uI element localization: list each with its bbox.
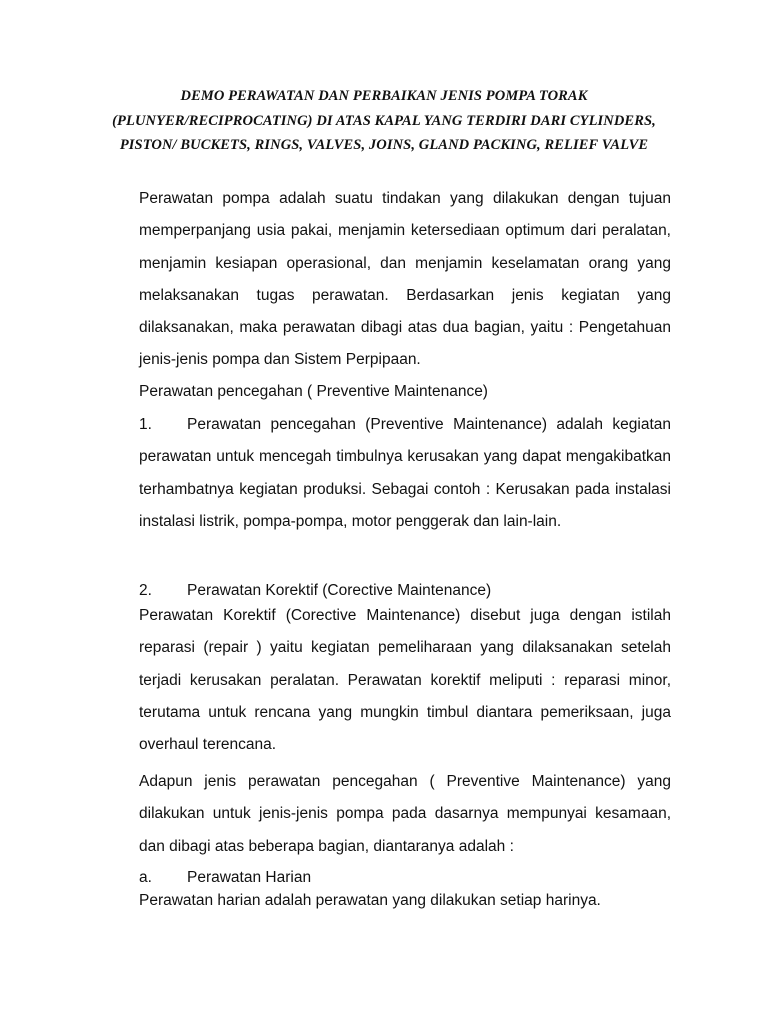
lettered-item-a bbox=[139, 869, 671, 887]
item-number: 1. bbox=[139, 416, 152, 433]
corrective-paragraph: Perawatan Korektif (Corective Maintenance) disebut juga dengan istilah reparasi (repair ) yaitu kegiatan pemeliharaan yang dilaksanakan setelah terjadi kerusakan peralatan. Perawatan korektif meliputi : reparasi minor, terutama untuk rencana yang mungkin timbul diantara pemeriksaan, juga overhaul terencana. bbox=[139, 607, 671, 754]
title-line: (PLUNYER/RECIPROCATING) DI ATAS KAPAL YANG TERDIRI DARI CYLINDERS, bbox=[112, 112, 656, 129]
preventive-heading: Perawatan pencegahan ( Preventive Maintenance) bbox=[139, 383, 488, 400]
numbered-item-1 bbox=[139, 409, 671, 538]
item-letter: a. bbox=[139, 869, 152, 886]
types-paragraph: Adapun jenis perawatan pencegahan ( Preventive Maintenance) yang dilakukan untuk jenis-jenis pompa pada dasarnya mempunyai kesamaan, dan dibagi atas beberapa bagian, diantaranya adalah : bbox=[139, 773, 671, 855]
title-line: DEMO PERAWATAN DAN PERBAIKAN JENIS POMPA TORAK bbox=[180, 88, 588, 104]
item-text: Perawatan pencegahan (Preventive Maintenance) adalah kegiatan perawatan untuk mencegah timbulnya kerusakan yang dapat mengakibatkan terhambatnya kegiatan produksi. Sebagai contoh : Kerusakan pada instalasi instalasi listrik, pompa-pompa, motor penggerak dan lain-lain. bbox=[139, 416, 671, 530]
item-number: 2. bbox=[139, 582, 152, 599]
daily-paragraph: Perawatan harian adalah perawatan yang dilakukan setiap harinya. bbox=[139, 892, 601, 909]
intro-paragraph: Perawatan pompa adalah suatu tindakan yang dilakukan dengan tujuan memperpanjang usia pakai, menjamin ketersediaan optimum dari peralatan, menjamin kesiapan operasional, dan menjamin keselamatan orang yang melaksanakan tugas perawatan. Berdasarkan jenis kegiatan yang dilaksanakan, maka perawatan dibagi atas dua bagian, yaitu : Pengetahuan jenis-jenis pompa dan Sistem Perpipaan. bbox=[139, 190, 671, 369]
numbered-item-2 bbox=[139, 582, 671, 600]
title-line: PISTON/ BUCKETS, RINGS, VALVES, JOINS, GLAND PACKING, RELIEF VALVE bbox=[119, 137, 649, 153]
document-title bbox=[40, 84, 728, 158]
item-label: Perawatan Korektif (Corective Maintenance) bbox=[187, 582, 492, 599]
item-label: Perawatan Harian bbox=[187, 869, 312, 886]
